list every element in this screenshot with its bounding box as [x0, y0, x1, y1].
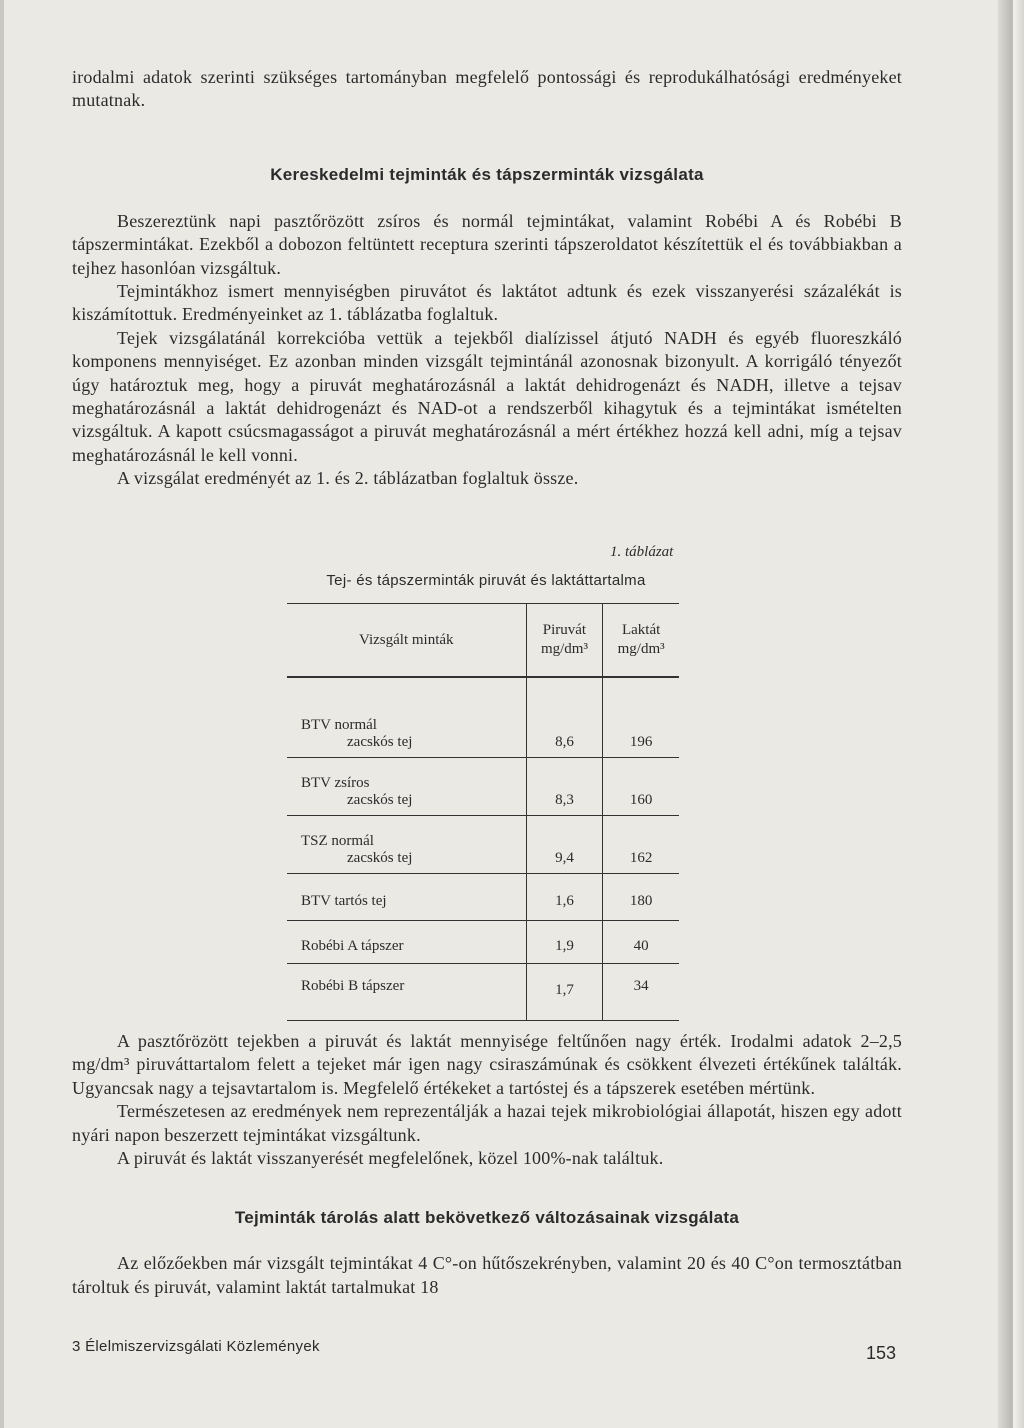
header-samples: Vizsgált minták	[287, 604, 526, 678]
sample-name-line1: BTV normál	[301, 716, 377, 733]
sample-name-line1: Robébi A tápszer	[301, 937, 404, 954]
section1-paragraph-2: Tejmintákhoz ismert mennyiségben piruvátot és laktátot adtunk és ezek visszanyerési százalékát is kiszámítottuk. Eredményeinket az 1. táblázatba foglaltuk.	[72, 281, 902, 325]
sample-name-cell	[287, 920, 526, 963]
sample-name-line2: zacskós tej	[347, 733, 413, 750]
after-table-paragraph-2: Természetesen az eredmények nem reprezentálják a hazai tejek mikrobiológiai állapotát, hiszen egy adott nyári napon beszerzett tejmintákat vizsgáltunk.	[72, 1101, 902, 1145]
table-number-label: 1. táblázat	[610, 544, 674, 560]
sample-name-line2: zacskós tej	[347, 849, 413, 866]
table-row	[287, 677, 679, 757]
header-pyruvate: Piruvát mg/dm³	[526, 604, 603, 678]
section2-heading: Tejminták tárolás alatt bekövetkező változásainak vizsgálata	[234, 1208, 740, 1228]
intro-paragraph: irodalmi adatok szerinti szükséges tartományban megfelelő pontossági és reprodukálhatósági eredményeket mutatnak.	[72, 67, 902, 111]
page-binding-edge	[998, 0, 1024, 1428]
lactate-value: 40	[603, 920, 679, 963]
lactate-value: 162	[603, 815, 679, 873]
sample-name-cell	[287, 757, 526, 815]
lactate-value: 196	[603, 677, 679, 757]
lactate-value: 160	[603, 757, 679, 815]
table-row	[287, 757, 679, 815]
after-table-paragraph-3: A piruvát és laktát visszanyerését megfelelőnek, közel 100%-nak találtuk.	[117, 1148, 664, 1169]
pyruvate-value: 8,6	[526, 677, 603, 757]
header-lactate: Laktát mg/dm³	[603, 604, 679, 678]
section1-paragraph-1: Beszereztünk napi pasztőrözött zsíros és normál tejmintákat, valamint Robébi A és Robébi B tápszermintákat. Ezekből a dobozon feltüntett receptura szerinti tápszeroldatot készítettük el és továbbiakban a tejhez hasonlóan vizsgáltuk.	[72, 210, 902, 278]
section1-heading: Kereskedelmi tejminták és tápszerminták vizsgálata	[270, 164, 704, 184]
sample-name-line1: Robébi B tápszer	[301, 977, 405, 994]
section2-paragraph: Az előzőekben már vizsgált tejmintákat 4 C°-on hűtőszekrényben, valamint 20 és 40 C°on termosztátban tároltuk és piruvát, valamint laktát tartalmukat 18	[72, 1253, 902, 1297]
lactate-value: 180	[603, 873, 679, 920]
pyruvate-value: 1,9	[526, 920, 603, 963]
after-table-paragraph-1: A pasztőrözött tejekben a piruvát és laktát mennyisége feltűnően nagy érték. Irodalmi adatok 2–2,5 mg/dm³ piruváttartalom felett a tejeket már igen nagy csiraszámúnak és csökkent élvezeti értékűnek találták. Ugyancsak nagy a tejsavtartalom is. Megfelelő értékeket a tartóstej és a tápszerek esetében mértünk.	[72, 1031, 902, 1098]
sample-name-line2: zacskós tej	[347, 791, 413, 808]
sample-name-line1: BTV zsíros	[301, 774, 370, 791]
page-number: 153	[866, 1343, 897, 1363]
table-header-row	[287, 604, 679, 678]
table-title: Tej- és tápszerminták piruvát és laktáttartalma	[326, 572, 646, 589]
table-row	[287, 963, 679, 1020]
text-column	[72, 66, 902, 491]
pyruvate-value: 8,3	[526, 757, 603, 815]
table-row	[287, 815, 679, 873]
pyruvate-value: 9,4	[526, 815, 603, 873]
after-table-text	[72, 1030, 902, 1299]
table-row	[287, 920, 679, 963]
sample-name-line1: TSZ normál	[301, 832, 374, 849]
section1-paragraph-4: A vizsgálat eredményét az 1. és 2. táblázatban foglaltuk össze.	[117, 468, 579, 489]
section1-paragraph-3: Tejek vizsgálatánál korrekcióba vettük a tejekből dialízissel átjutó NADH és egyéb fluoreszkáló komponens mennyiséget. Ez azonban minden vizsgált tejmintánál azonosnak bizonyult. A korrigáló tényezőt úgy határoztuk meg, hogy a piruvát meghatározásnál a laktát dehidrogenázt és NADH, illetve a tejsav meghatározásnál a laktát dehidrogenázt és NAD-ot a rendszerből kihagytuk és a tejmintákat ismételten vizsgáltuk. A kapott csúcsmagasságot a piruvát meghatározásnál a mért értékhez hozzá kell adni, míg a tejsav meghatározásnál le kell vonni.	[72, 327, 902, 465]
results-table	[287, 603, 679, 1021]
sample-name-cell	[287, 873, 526, 920]
table-row	[287, 873, 679, 920]
journal-footer: 3 Élelmiszervizsgálati Közlemények	[72, 1338, 320, 1355]
sample-name-line1: BTV tartós tej	[301, 892, 387, 909]
sample-name-cell	[287, 963, 526, 1020]
pyruvate-value: 1,7	[526, 963, 603, 1020]
page-left-edge	[0, 0, 4, 1428]
pyruvate-value: 1,6	[526, 873, 603, 920]
sample-name-cell	[287, 677, 526, 757]
lactate-value: 34	[603, 963, 679, 1020]
sample-name-cell	[287, 815, 526, 873]
